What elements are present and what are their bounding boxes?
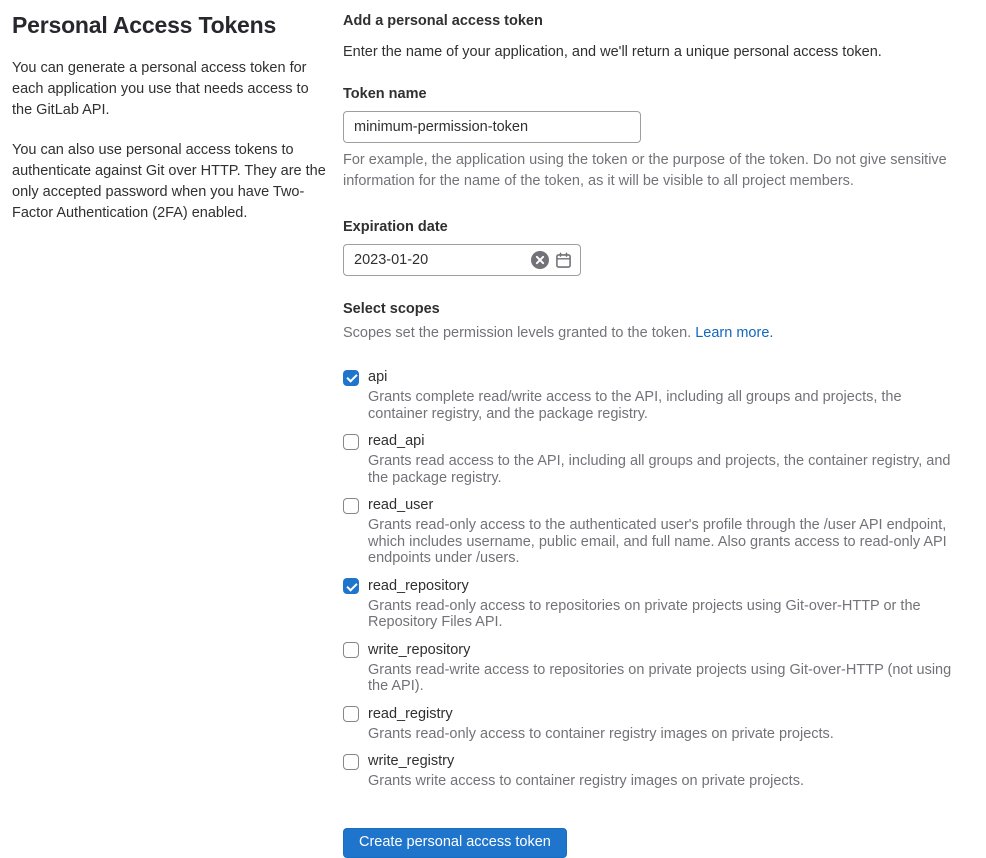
token-name-group	[343, 85, 965, 192]
form-heading: Add a personal access token	[343, 13, 543, 29]
intro-paragraph-1: You can generate a personal access token for each application you use that needs access to the GitLab API.	[12, 60, 309, 118]
calendar-icon	[555, 252, 572, 269]
scope-name-label[interactable]: read_registry	[368, 705, 453, 722]
scope-list	[343, 368, 965, 790]
scope-description: Grants read-only access to repositories on private projects using Git-over-HTTP or the Repository Files API.	[368, 597, 921, 630]
learn-more-link[interactable]: Learn more.	[695, 325, 774, 341]
scope-description: Grants read-write access to repositories on private projects using Git-over-HTTP (not using the API).	[368, 661, 952, 694]
circle-x-icon	[531, 251, 549, 269]
scope-row	[343, 432, 965, 486]
scope-checkbox-row[interactable]	[343, 705, 965, 724]
scope-name-label[interactable]: read_user	[368, 497, 434, 513]
scope-checkbox[interactable]	[343, 498, 359, 514]
intro-paragraph-2: You can also use personal access tokens to authenticate against Git over HTTP. They are the only accepted password when you have Two-Factor Authentication (2FA) enabled.	[12, 142, 326, 221]
scope-row	[343, 752, 965, 790]
create-token-button[interactable]: Create personal access token	[343, 828, 567, 858]
add-token-form	[343, 12, 965, 858]
scope-row	[343, 705, 965, 743]
scope-checkbox[interactable]	[343, 434, 359, 450]
scope-checkbox[interactable]	[343, 754, 359, 770]
form-subheading: Enter the name of your application, and we'll return a unique personal access token.	[343, 44, 882, 60]
scope-name-label[interactable]: read_repository	[368, 577, 469, 594]
scope-description: Grants complete read/write access to the API, including all groups and projects, the container registry, and the package registry.	[368, 389, 902, 422]
scope-checkbox-row[interactable]	[343, 641, 965, 660]
scope-description: Grants read-only access to the authenticated user's profile through the /user API endpoint, which includes username, public email, and full name. Also grants access to read-only API endpoints under /users.	[368, 517, 947, 566]
scopes-group	[343, 300, 965, 858]
calendar-button[interactable]	[554, 251, 572, 269]
expiration-group	[343, 218, 965, 276]
section-description	[12, 12, 343, 858]
scopes-help	[343, 324, 965, 343]
scope-description: Grants read access to the API, including all groups and projects, the container registry, and the package registry.	[368, 453, 951, 486]
scope-description: Grants read-only access to container registry images on private projects.	[368, 725, 834, 742]
expiration-field	[343, 244, 581, 276]
scopes-help-text: Scopes set the permission levels granted to the token.	[343, 325, 696, 341]
token-name-label: Token name	[343, 86, 427, 102]
scope-row	[343, 641, 965, 695]
scope-checkbox-row[interactable]	[343, 368, 965, 387]
scope-name-label[interactable]: write_registry	[368, 753, 455, 769]
scope-description: Grants write access to container registry images on private projects.	[368, 773, 804, 789]
scope-row	[343, 368, 965, 422]
scope-row	[343, 577, 965, 631]
scope-name-label[interactable]: api	[368, 369, 388, 385]
scopes-label: Select scopes	[343, 301, 440, 317]
scope-checkbox-row[interactable]	[343, 577, 965, 596]
scope-name-label[interactable]: read_api	[368, 433, 425, 449]
scope-checkbox-row[interactable]	[343, 432, 965, 451]
scope-checkbox-row[interactable]	[343, 752, 965, 771]
expiration-label: Expiration date	[343, 219, 448, 235]
scope-checkbox[interactable]	[343, 578, 359, 594]
token-name-help: For example, the application using the token or the purpose of the token. Do not give sensitive information for the name of the token, as it will be visible to all project members.	[343, 152, 947, 189]
token-name-input[interactable]	[343, 111, 641, 143]
scope-name-label[interactable]: write_repository	[368, 641, 471, 658]
scope-checkbox[interactable]	[343, 642, 359, 658]
scope-checkbox[interactable]	[343, 706, 359, 722]
page-title: Personal Access Tokens	[12, 12, 277, 38]
scope-checkbox[interactable]	[343, 370, 359, 386]
scope-checkbox-row[interactable]	[343, 496, 965, 515]
clear-date-button[interactable]	[531, 251, 549, 269]
scope-row	[343, 496, 965, 567]
